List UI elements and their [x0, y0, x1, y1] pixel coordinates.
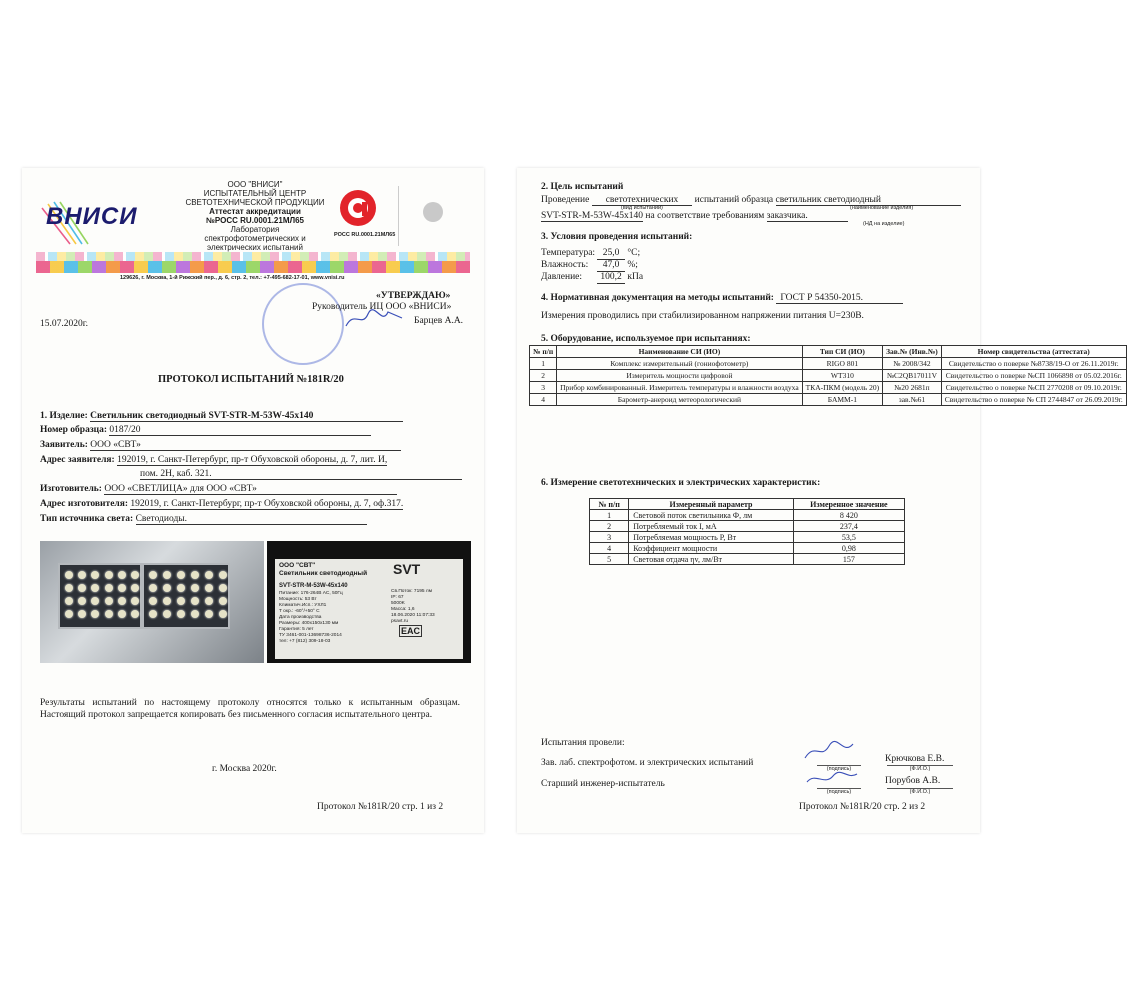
table-cell: 157: [793, 554, 904, 565]
led-chip: [177, 584, 185, 592]
test-conditions: Температура: 25,0 °C; Влажность: 47,0 %; Давление: 100,2 кПа: [541, 248, 644, 282]
led-module-left: [58, 563, 142, 629]
led-chip: [219, 597, 227, 605]
nameplate-label: [275, 559, 463, 659]
field-item: 1. Изделие: Светильник светодиодный SVT-STR-M-53W-45x140: [40, 411, 403, 421]
caption-standard: (НД на изделие): [863, 221, 905, 227]
org-line: Лаборатория: [230, 225, 280, 234]
led-chip: [131, 584, 139, 592]
led-chip: [191, 571, 199, 579]
person-2-role: Старший инженер-испытатель: [541, 779, 665, 789]
table-cell: 8 420: [793, 510, 904, 521]
table-row: [590, 521, 905, 532]
led-chip: [163, 571, 171, 579]
led-chip: [163, 597, 171, 605]
protocol-page-2: [517, 168, 1123, 833]
results-note: Результаты испытаний по настоящему протоколу относятся только к испытанным образцам. Настоящий протокол запрещается копировать без письменного согласия испытательного центра.: [40, 698, 460, 720]
nameplate-spec-line: Мощность: 53 Вт: [279, 597, 317, 602]
nameplate-spec-line: IP: 67: [391, 595, 404, 600]
nameplate-spec-line: Св.Поток: 7195 лм: [391, 589, 433, 594]
table-row: [590, 543, 905, 554]
table-cell: Свидетельство о поверке № СП 2744847 от 26.09.2019г.: [941, 394, 1126, 406]
led-chip: [118, 571, 126, 579]
led-chip: [149, 610, 157, 618]
table-header-cell: № п/п: [530, 346, 557, 358]
led-chip: [65, 597, 73, 605]
conducted-by: Испытания провели:: [541, 738, 625, 748]
section-2-line-2: SVT-STR-M-53W-45x140 на соответствие требованиям заказчика.: [541, 211, 848, 221]
luminaire-photo: [40, 541, 264, 663]
table-cell: №20 2681п: [883, 382, 942, 394]
table-cell: Свидетельство о поверке №СП 1066898 от 05.02.2016г.: [941, 370, 1126, 382]
eac-mark: EAC: [401, 626, 421, 636]
nameplate-spec-line: Дата производства: [279, 615, 322, 620]
equipment-table: [529, 345, 1127, 406]
led-chip: [118, 597, 126, 605]
led-chip: [131, 610, 139, 618]
table-cell: 2: [590, 521, 629, 532]
table-cell: RIGO 801: [802, 358, 882, 370]
nameplate-spec-line: Гарантия: 5 лет: [279, 627, 314, 632]
approve-role: Руководитель ИЦ ООО «ВНИСИ»: [312, 302, 452, 312]
person-1-role: Зав. лаб. спектрофотом. и электрических испытаний: [541, 758, 754, 768]
led-chip: [91, 597, 99, 605]
table-cell: 1: [530, 358, 557, 370]
org-line: СВЕТОТЕХНИЧЕСКОЙ ПРОДУКЦИИ: [185, 198, 325, 207]
table-cell: Свидетельство о поверке №8738/19-О от 26.11.2019г.: [941, 358, 1126, 370]
led-chip: [205, 610, 213, 618]
led-chip: [191, 610, 199, 618]
led-chip: [91, 571, 99, 579]
led-chip: [177, 597, 185, 605]
led-chip: [191, 597, 199, 605]
ilac-mark: [398, 186, 463, 246]
table-cell: Прибор комбинированный. Измеритель температуры и влажности воздуха: [557, 382, 803, 394]
org-accreditation: №РОСС RU.0001.21МЛ65: [205, 216, 305, 225]
field-applicant-address: Адрес заявителя: 192019, г. Санкт-Петербург, пр-т Обуховской обороны, д. 7, лит. И,: [40, 455, 388, 465]
table-cell: Барометр-анероид метеорологический: [557, 394, 803, 406]
nameplate-specs-right: [391, 589, 435, 625]
table-cell: 4: [530, 394, 557, 406]
led-chip: [65, 610, 73, 618]
table-header-cell: № п/п: [590, 499, 629, 510]
led-chip: [149, 597, 157, 605]
org-address: 129626, г. Москва, 1-й Рижский пер., д. 6, стр. 2, тел.: +7-495-682-17-01, www.vnisi.ru: [120, 275, 345, 281]
led-chip: [219, 584, 227, 592]
signature-1-icon: [801, 738, 861, 764]
table-cell: Потребляемый ток I, мА: [629, 521, 794, 532]
nameplate-spec-line: тел: +7 (812) 309-18-03: [279, 639, 331, 644]
table-row: [590, 532, 905, 543]
nameplate-spec-line: T окр.: -60°/+50° C: [279, 609, 320, 614]
led-chip: [78, 597, 86, 605]
nameplate-spec-line: Масса: 1,6: [391, 607, 415, 612]
table-row: [590, 554, 905, 565]
led-chip: [105, 610, 113, 618]
section-3-title: 3. Условия проведения испытаний:: [541, 232, 693, 242]
fio-caption: (Ф.И.О.): [887, 765, 953, 772]
page-footer: Протокол №181R/20 стр. 2 из 2: [799, 802, 926, 812]
led-chip: [205, 571, 213, 579]
nameplate-specs: [279, 591, 343, 645]
table-cell: зав.№61: [883, 394, 942, 406]
led-chip: [205, 597, 213, 605]
table-row: [530, 358, 1127, 370]
led-chip: [131, 597, 139, 605]
table-row: [530, 394, 1127, 406]
protocol-date: 15.07.2020г.: [40, 319, 88, 329]
approver-signature-icon: [344, 308, 404, 330]
nameplate-spec-line: psavt.ru: [391, 619, 409, 624]
table-header-cell: Зав.№ (Инв.№): [883, 346, 942, 358]
led-chip: [163, 610, 171, 618]
led-chip: [105, 584, 113, 592]
led-chip: [65, 571, 73, 579]
led-chip: [177, 610, 185, 618]
led-chip: [118, 610, 126, 618]
table-cell: Измеритель мощности цифровой: [557, 370, 803, 382]
stamp-seal: [262, 283, 344, 365]
fio-caption: (Ф.И.О.): [887, 788, 953, 795]
nameplate-spec-line: ТУ 3461-001-13698736-2014: [279, 633, 342, 638]
section-5-title: 5. Оборудование, используемое при испытаниях:: [541, 334, 751, 344]
led-chip: [149, 571, 157, 579]
table-cell: 237,4: [793, 521, 904, 532]
protocol-city: г. Москва 2020г.: [212, 764, 277, 774]
table-cell: №C2QB17011V: [883, 370, 942, 382]
nameplate-spec-line: Климатич.Исп.: УХЛ1: [279, 603, 327, 608]
table-cell: Свидетельство о поверке №СП 2770208 от 09.10.2019г.: [941, 382, 1126, 394]
table-header-cell: Наименование СИ (ИО): [557, 346, 803, 358]
field-manufacturer-address: Адрес изготовителя: 192019, г. Санкт-Петербург, пр-т Обуховской обороны, д. 7, оф.317.: [40, 499, 404, 509]
section-4: 4. Нормативная документация на методы испытаний: ГОСТ Р 54350-2015.: [541, 293, 903, 303]
signature-caption: (подпись): [817, 788, 861, 795]
person-1-name: Крючкова Е.В.: [885, 754, 945, 764]
led-chip: [131, 571, 139, 579]
table-cell: 3: [590, 532, 629, 543]
table-row: [530, 382, 1127, 394]
led-chip: [91, 584, 99, 592]
accreditation-mark: [334, 186, 396, 244]
led-chip: [191, 584, 199, 592]
led-chip: [149, 584, 157, 592]
caption-product-name: (наименование изделия): [850, 205, 914, 211]
led-chip: [65, 584, 73, 592]
nameplate-company: ООО "СВТ": [279, 562, 316, 569]
org-line: электрических испытаний: [207, 243, 303, 252]
field-manufacturer: Изготовитель: ООО «СВЕТЛИЦА» для ООО «СВТ»: [40, 484, 397, 494]
table-cell: ТКА-ПКМ (модель 20): [802, 382, 882, 394]
nameplate-spec-line: Размеры: 400х150х130 мм: [279, 621, 339, 626]
nameplate-spec-line: 5000K: [391, 601, 405, 606]
person-2-name: Порубов А.В.: [885, 776, 941, 786]
table-cell: Световая отдача ηv, лм/Вт: [629, 554, 794, 565]
led-chip: [78, 571, 86, 579]
table-header-cell: Измеренное значение: [793, 499, 904, 510]
measurement-note: Измерения проводились при стабилизированном напряжении питания U=230В.: [541, 311, 864, 321]
field-sample: Номер образца: 0187/20: [40, 425, 371, 435]
nameplate-brand-logo: SVT: [393, 561, 421, 577]
table-cell: Световой поток светильника Ф, лм: [629, 510, 794, 521]
table-row: [590, 510, 905, 521]
table-cell: Потребляемая мощность P, Вт: [629, 532, 794, 543]
field-light-source: Тип источника света: Светодиоды.: [40, 514, 367, 524]
org-line: Аттестат аккредитации: [209, 207, 301, 216]
led-chip: [177, 571, 185, 579]
nameplate-spec-line: Питание: 176-264В AC, 50Гц: [279, 591, 343, 596]
nameplate-model: SVT-STR-M-53W-45x140: [279, 583, 348, 589]
org-line: спектрофотометрических и: [204, 234, 306, 243]
led-chip: [91, 610, 99, 618]
table-cell: 3: [530, 382, 557, 394]
org-line: ИСПЫТАТЕЛЬНЫЙ ЦЕНТР: [203, 189, 307, 198]
led-chip: [219, 610, 227, 618]
table-cell: 4: [590, 543, 629, 554]
led-module-right: [142, 563, 230, 629]
vnisi-logo-text: ВНИСИ: [46, 203, 138, 230]
signature-caption: (подпись): [817, 765, 861, 772]
table-cell: Комплекс измерительный (гониофотометр): [557, 358, 803, 370]
table-cell: 0,98: [793, 543, 904, 554]
table-cell: БАММ-1: [802, 394, 882, 406]
table-cell: 1: [590, 510, 629, 521]
nameplate-photo: [267, 541, 471, 663]
page-footer: Протокол №181R/20 стр. 1 из 2: [317, 802, 444, 812]
org-name: ООО "ВНИСИ": [227, 180, 283, 189]
table-cell: WT310: [802, 370, 882, 382]
led-chip: [205, 584, 213, 592]
led-chip: [78, 584, 86, 592]
led-chip: [219, 571, 227, 579]
nameplate-spec-line: 18.06.2020 11:07:33: [391, 613, 435, 618]
approve-name: Барцев А.А.: [414, 316, 464, 326]
table-cell: Коэффициент мощности: [629, 543, 794, 554]
table-cell: № 2008/342: [883, 358, 942, 370]
org-header: [180, 180, 330, 252]
table-header-cell: Измеренный параметр: [629, 499, 794, 510]
table-header-cell: Номер свидетельства (аттестата): [941, 346, 1126, 358]
section-2-title: 2. Цель испытаний: [541, 182, 624, 192]
protocol-title: ПРОТОКОЛ ИСПЫТАНИЙ №181R/20: [158, 374, 344, 385]
field-applicant-address-2: пом. 2Н, каб. 321.: [140, 469, 462, 479]
caption-test-type: (вид испытаний): [621, 205, 663, 211]
led-chip: [105, 571, 113, 579]
table-cell: 2: [530, 370, 557, 382]
table-cell: 53,5: [793, 532, 904, 543]
section-6-title: 6. Измерение светотехнических и электрических характеристик:: [541, 478, 821, 488]
led-chip: [163, 584, 171, 592]
section-2-line-1: Проведение светотехнических испытаний образца светильник светодиодный: [541, 195, 961, 205]
table-header-cell: Тип СИ (ИО): [802, 346, 882, 358]
signature-2-icon: [803, 766, 863, 790]
nameplate-product: Светильник светодиодный: [279, 570, 368, 577]
table-row: [530, 370, 1127, 382]
led-chip: [105, 597, 113, 605]
led-chip: [118, 584, 126, 592]
led-chip: [78, 610, 86, 618]
measurements-table: [589, 498, 905, 565]
table-cell: 5: [590, 554, 629, 565]
header-stripe-light: [36, 252, 470, 261]
accreditation-number: РОСС RU.0001.21МЛ65: [334, 232, 396, 238]
approve-title: «УТВЕРЖДАЮ»: [376, 291, 451, 301]
protocol-page-1: [22, 168, 484, 833]
field-applicant: Заявитель: ООО «СВТ»: [40, 440, 401, 450]
header-stripe: [36, 261, 470, 273]
